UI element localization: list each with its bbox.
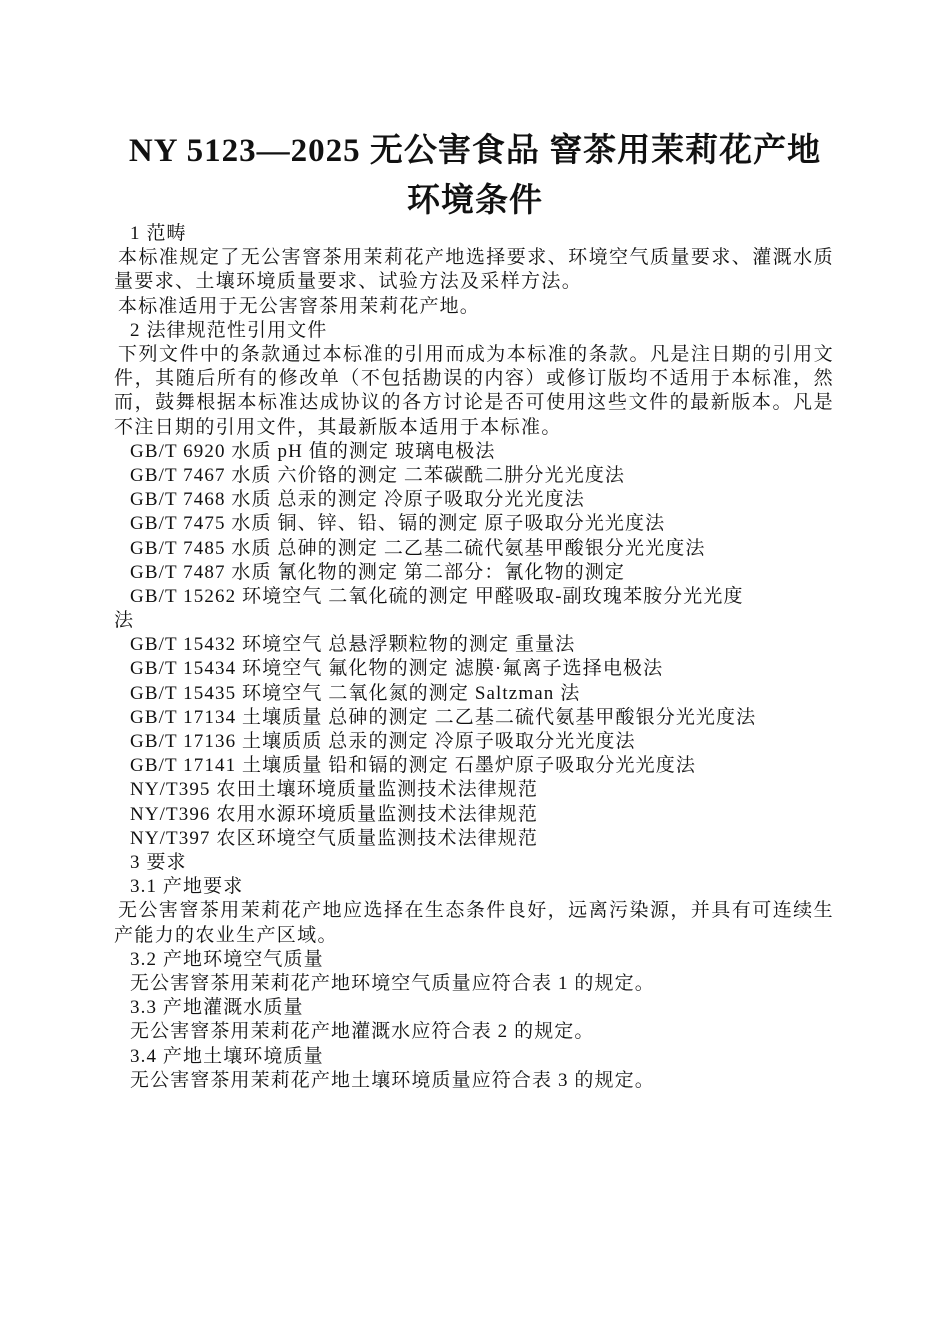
reference-item: GB/T 17141 土壤质量 铅和镉的测定 石墨炉原子吸取分光光度法 — [130, 755, 696, 777]
document-title — [110, 126, 840, 226]
reference-item: NY/T397 农区环境空气质量监测技术法律规范 — [130, 827, 538, 849]
reference-item-continued: 法 — [114, 610, 135, 632]
paragraph: 下列文件中的条款通过本标准的引用而成为本标准的条款。凡是注日期的引用文件，其随后所有的修改单（不包括勘误的内容）或修订版均不适用于本标准，然而，鼓舞根据本标准达成协议的各方讨论是否可使用这些文件的最新版本。凡是不注日期的引用文件，其最新版本适用于本标准。 — [114, 343, 834, 438]
subsection-heading: 3.2 产地环境空气质量 — [130, 948, 324, 970]
reference-item: GB/T 7468 水质 总汞的测定 冷原子吸取分光光度法 — [130, 489, 585, 511]
title-line-1: NY 5123—2025 无公害食品 窨茶用茉莉花产地 — [128, 133, 822, 169]
subsection-heading: 3.1 产地要求 — [130, 876, 244, 898]
reference-item: GB/T 15262 环境空气 二氧化硫的测定 甲醛吸取-副玫瑰苯胺分光光度 — [130, 585, 744, 607]
subsection-heading: 3.4 产地土壤环境质量 — [130, 1045, 324, 1067]
paragraph: 无公害窨茶用茉莉花产地灌溉水应符合表 2 的规定。 — [130, 1021, 595, 1043]
reference-item: GB/T 15432 环境空气 总悬浮颗粒物的测定 重量法 — [130, 634, 576, 656]
reference-item: GB/T 17136 土壤质质 总汞的测定 冷原子吸取分光光度法 — [130, 731, 636, 753]
reference-item: GB/T 15434 环境空气 氟化物的测定 滤膜·氟离子选择电极法 — [130, 658, 664, 680]
section-heading: 2 法律规范性引用文件 — [130, 319, 328, 341]
paragraph: 无公害窨茶用茉莉花产地土壤环境质量应符合表 3 的规定。 — [130, 1069, 655, 1091]
paragraph: 无公害窨茶用茉莉花产地环境空气质量应符合表 1 的规定。 — [130, 972, 655, 994]
paragraph: 无公害窨茶用茉莉花产地应选择在生态条件良好，远离污染源，并具有可连续生产能力的农业生产区域。 — [114, 900, 834, 946]
reference-item: NY/T396 农用水源环境质量监测技术法律规范 — [130, 803, 538, 825]
reference-item: GB/T 17134 土壤质量 总砷的测定 二乙基二硫代氨基甲酸银分光光度法 — [130, 706, 757, 728]
subsection-heading: 3.3 产地灌溉水质量 — [130, 997, 304, 1019]
reference-item: GB/T 7487 水质 氰化物的测定 第二部分：氰化物的测定 — [130, 561, 626, 583]
reference-item: NY/T395 农田土壤环境质量监测技术法律规范 — [130, 779, 538, 801]
reference-item: GB/T 7467 水质 六价铬的测定 二苯碳酰二肼分光光度法 — [130, 464, 626, 486]
document-body — [114, 222, 834, 1093]
paragraph: 本标准规定了无公害窨茶用茉莉花产地选择要求、环境空气质量要求、灌溉水质量要求、土壤环境质量要求、试验方法及采样方法。 — [114, 247, 834, 293]
reference-item: GB/T 15435 环境空气 二氧化氮的测定 Saltzman 法 — [130, 682, 581, 704]
section-heading: 1 范畴 — [130, 223, 187, 244]
section-heading: 3 要求 — [130, 851, 187, 873]
paragraph: 本标准适用于无公害窨茶用茉莉花产地。 — [118, 295, 480, 317]
reference-item: GB/T 6920 水质 pH 值的测定 玻璃电极法 — [130, 440, 496, 462]
reference-item: GB/T 7485 水质 总砷的测定 二乙基二硫代氨基甲酸银分光光度法 — [130, 537, 706, 559]
reference-item: GB/T 7475 水质 铜、锌、铅、镉的测定 原子吸取分光光度法 — [130, 513, 666, 535]
reference-list — [114, 440, 834, 851]
title-line-2: 环境条件 — [407, 183, 543, 219]
